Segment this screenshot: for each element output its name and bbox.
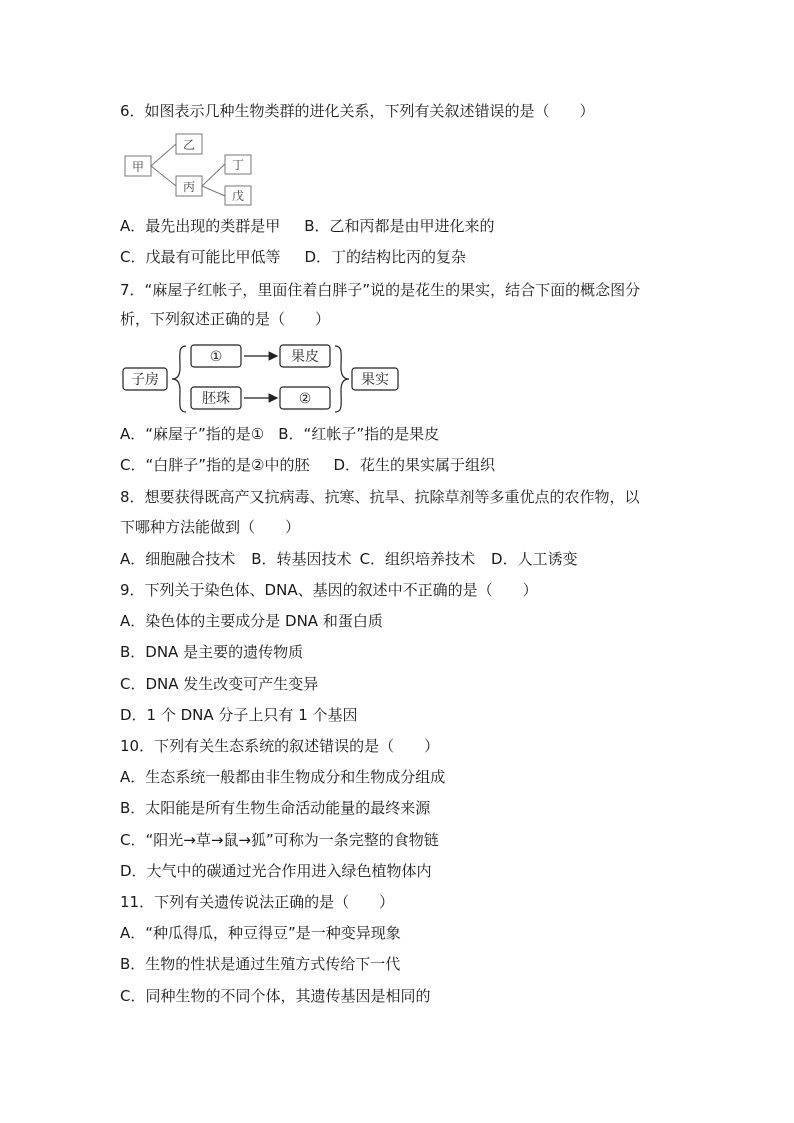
q6-option-d: D．丁的结构比丙的复杂 [304, 248, 467, 266]
q7-stem-line1: 7．“麻屋子红帐子，里面住着白胖子”说的是花生的果实，结合下面的概念图分 [120, 281, 641, 299]
node-yi: 乙 [182, 138, 196, 152]
q6-options-row2 [120, 247, 466, 267]
q10-option-d: D．大气中的碳通过光合作用进入绿色植物体内 [120, 862, 432, 880]
node-bing: 丙 [182, 180, 196, 194]
q7-stem-line2: 析，下列叙述正确的是（ ） [120, 310, 331, 328]
q9-option-a: A．染色体的主要成分是 DNA 和蛋白质 [120, 612, 383, 630]
q9-option-d: D．1 个 DNA 分子上只有 1 个基因 [120, 706, 358, 724]
q11-option-a: A．“种瓜得瓜，种豆得豆”是一种变异现象 [120, 924, 401, 942]
q7-concept-map [120, 342, 402, 414]
q11-stem: 11．下列有关遗传说法正确的是（ ） [120, 893, 395, 911]
q8-options-row [120, 549, 578, 569]
node-jia: 甲 [131, 160, 145, 174]
node-peizhu: 胚珠 [202, 391, 230, 407]
q8-option-b: B．转基因技术 [251, 550, 352, 568]
node-guopi: 果皮 [291, 349, 319, 365]
q7-option-d: D．花生的果实属于组织 [333, 456, 496, 474]
q6-option-c: C．戊最有可能比甲低等 [120, 248, 281, 266]
node-ding: 丁 [231, 158, 245, 172]
q7-options-row2 [120, 455, 495, 475]
node-wu: 戊 [231, 189, 245, 203]
q9-option-b: B．DNA 是主要的遗传物质 [120, 643, 304, 661]
q7-options-row1 [120, 424, 439, 444]
q11-option-c: C．同种生物的不同个体，其遗传基因是相同的 [120, 987, 431, 1005]
node-zifang: 子房 [131, 372, 159, 388]
q6-stem: 6．如图表示几种生物类群的进化关系，下列有关叙述错误的是（ ） [120, 102, 595, 120]
q8-stem-line1: 8．想要获得既高产又抗病毒、抗寒、抗旱、抗除草剂等多重优点的农作物，以 [120, 488, 640, 506]
q11-option-b: B．生物的性状是通过生殖方式传给下一代 [120, 955, 401, 973]
q9-stem: 9．下列关于染色体、DNA、基因的叙述中不正确的是（ ） [120, 581, 538, 599]
node-guoshi: 果实 [361, 372, 389, 388]
q6-option-a: A．最先出现的类群是甲 [120, 217, 281, 235]
q10-option-c: C．“阳光→草→鼠→狐”可称为一条完整的食物链 [120, 831, 439, 849]
q8-stem-line2: 下哪种方法能做到（ ） [120, 518, 301, 536]
node-1: ① [209, 349, 223, 365]
q10-stem: 10．下列有关生态系统的叙述错误的是（ ） [120, 737, 440, 755]
q6-evolution-diagram [124, 132, 254, 208]
q6-option-b: B．乙和丙都是由甲进化来的 [304, 217, 495, 235]
q8-option-d: D．人工诱变 [491, 550, 578, 568]
q10-option-b: B．太阳能是所有生物生命活动能量的最终来源 [120, 799, 431, 817]
q7-option-a: A．“麻屋子”指的是① [120, 425, 265, 443]
q6-options-row1 [120, 216, 495, 236]
q9-option-c: C．DNA 发生改变可产生变异 [120, 675, 319, 693]
q7-option-c: C．“白胖子”指的是②中的胚 [120, 456, 310, 474]
q7-option-b: B．“红帐子”指的是果皮 [278, 425, 440, 443]
q10-option-a: A．生态系统一般都由非生物成分和生物成分组成 [120, 768, 446, 786]
q8-option-c: C．组织培养技术 [359, 550, 476, 568]
q8-option-a: A．细胞融合技术 [120, 550, 236, 568]
node-2: ② [298, 391, 312, 407]
